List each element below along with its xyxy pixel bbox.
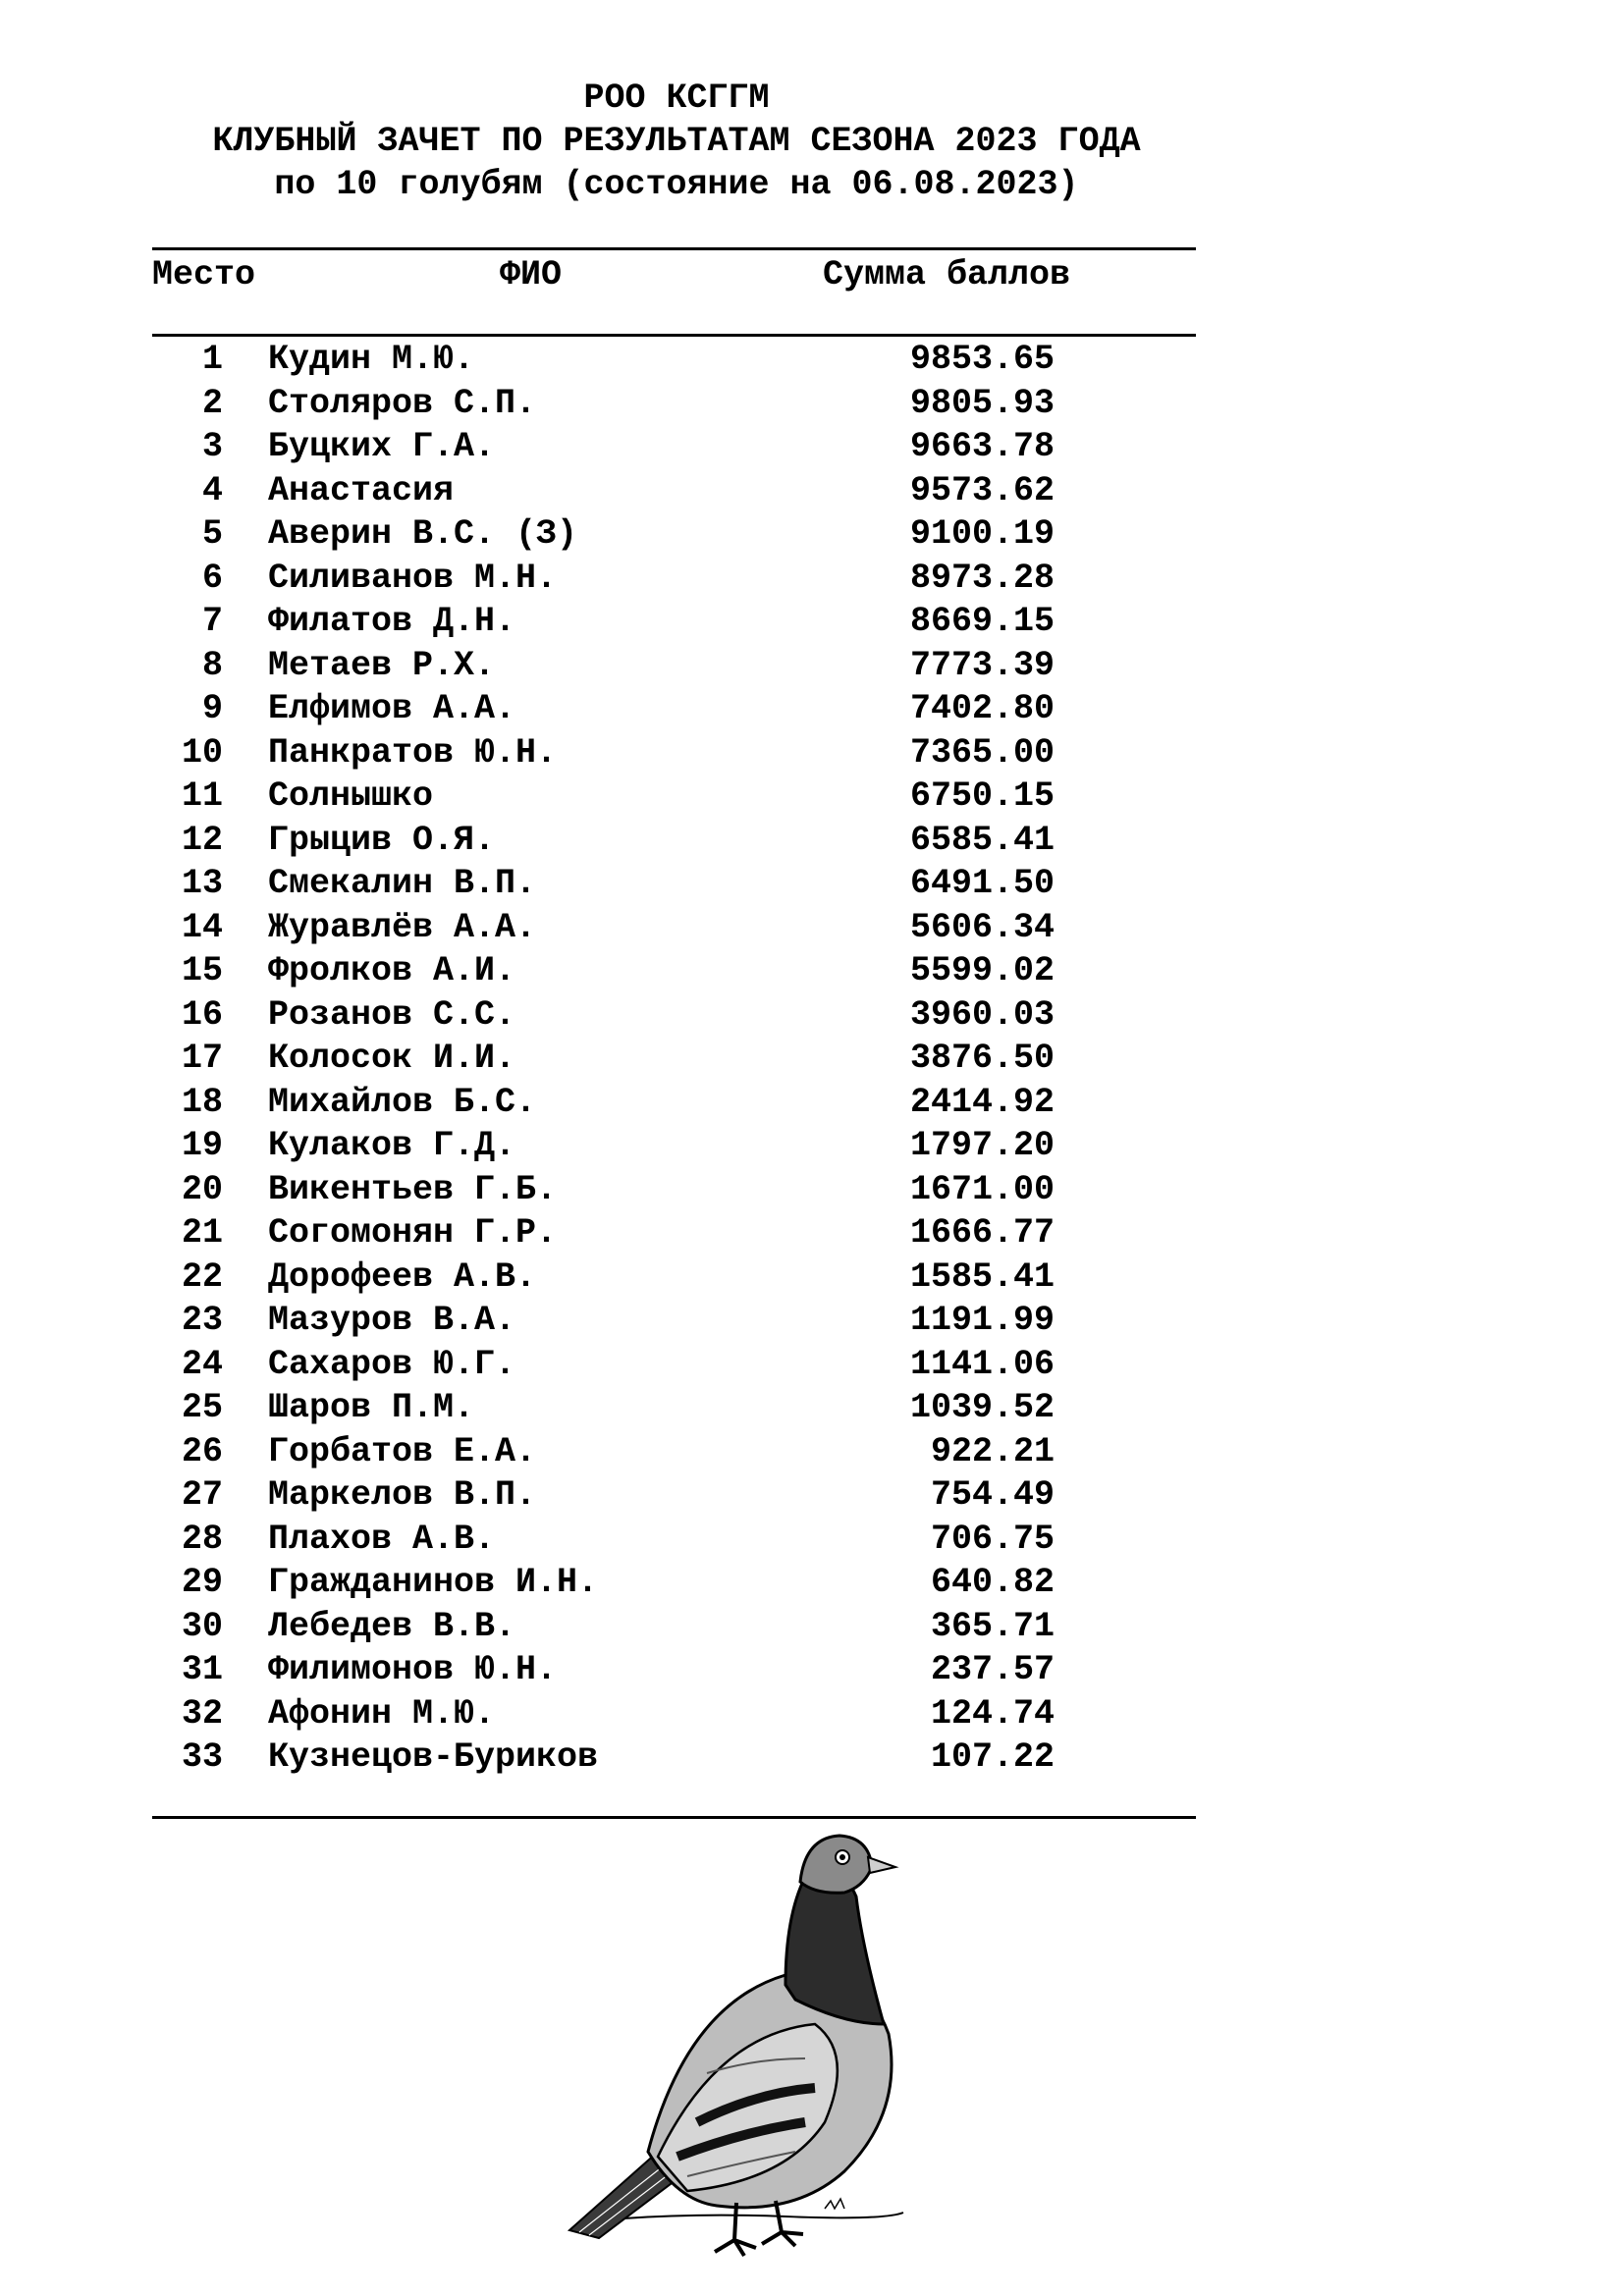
- row-name: Колосок И.И.: [268, 1039, 516, 1078]
- row-place: 24: [181, 1344, 223, 1384]
- row-score: 7402.80: [909, 689, 1055, 728]
- column-header-name: ФИО: [500, 255, 563, 294]
- row-name: Согомонян Г.Р.: [268, 1213, 558, 1253]
- row-score: 7365.00: [909, 732, 1055, 773]
- table-row: [0, 819, 1624, 863]
- row-name: Фролков А.И.: [268, 951, 516, 990]
- table-row: [0, 1386, 1624, 1430]
- row-name: Грыцив О.Я.: [268, 820, 496, 860]
- row-place: 27: [181, 1475, 223, 1515]
- table-row: [0, 1692, 1624, 1736]
- table-row: [0, 469, 1624, 513]
- row-place: 20: [181, 1169, 223, 1209]
- row-place: 4: [201, 470, 223, 510]
- row-score: 1585.41: [909, 1256, 1055, 1297]
- row-place: 10: [181, 732, 223, 773]
- row-score: 365.71: [930, 1606, 1055, 1646]
- table-row: [0, 687, 1624, 731]
- table-row: [0, 1561, 1624, 1605]
- row-name: Силиванов М.Н.: [268, 558, 558, 598]
- row-place: 30: [181, 1606, 223, 1646]
- row-place: 17: [181, 1039, 223, 1078]
- table-row: [0, 1343, 1624, 1387]
- row-score: 3876.50: [909, 1039, 1055, 1078]
- row-name: Кудин М.Ю.: [268, 340, 475, 379]
- document-subtitle: по 10 голубям (состояние на 06.08.2023): [274, 165, 1079, 204]
- row-place: 29: [181, 1563, 223, 1602]
- row-score: 9100.19: [909, 514, 1055, 554]
- row-place: 12: [181, 820, 223, 860]
- row-place: 14: [181, 907, 223, 947]
- row-score: 9853.65: [909, 340, 1055, 379]
- row-place: 33: [181, 1737, 223, 1777]
- row-score: 6585.41: [909, 820, 1055, 860]
- row-name: Метаев Р.Х.: [268, 645, 496, 685]
- row-name: Аверин В.С. (З): [268, 514, 578, 554]
- row-name: Смекалин В.П.: [268, 864, 537, 903]
- row-score: 1141.06: [909, 1344, 1055, 1384]
- row-place: 26: [181, 1431, 223, 1471]
- table-row: [0, 1473, 1624, 1518]
- column-header-place: Место: [152, 255, 256, 294]
- row-name: Плахов А.В.: [268, 1519, 496, 1559]
- row-place: 9: [201, 689, 223, 728]
- row-name: Мазуров В.А.: [268, 1301, 516, 1340]
- row-name: Маркелов В.П.: [268, 1475, 537, 1515]
- row-score: 706.75: [930, 1519, 1055, 1559]
- table-row: [0, 731, 1624, 775]
- table-row: [0, 512, 1624, 557]
- row-name: Журавлёв А.А.: [268, 907, 537, 947]
- table-row: [0, 644, 1624, 688]
- pigeon-icon: [491, 1828, 952, 2279]
- table-row: [0, 425, 1624, 469]
- row-name: Елфимов А.А.: [268, 689, 516, 728]
- row-name: Горбатов Е.А.: [268, 1431, 537, 1471]
- row-score: 9663.78: [909, 427, 1055, 466]
- table-row: [0, 906, 1624, 950]
- row-place: 3: [201, 427, 223, 466]
- organization-title: РОО КСГГМ: [583, 79, 770, 118]
- table-row: [0, 382, 1624, 426]
- table-row: [0, 774, 1624, 819]
- row-name: Филатов Д.Н.: [268, 602, 516, 641]
- table-row: [0, 862, 1624, 906]
- table-row: [0, 1518, 1624, 1562]
- row-score: 922.21: [930, 1431, 1055, 1471]
- row-place: 5: [201, 514, 223, 554]
- row-place: 18: [181, 1082, 223, 1122]
- row-score: 7773.39: [909, 645, 1055, 685]
- table-row: [0, 1605, 1624, 1649]
- row-score: 2414.92: [909, 1082, 1055, 1122]
- row-score: 5606.34: [909, 907, 1055, 947]
- row-score: 9805.93: [909, 383, 1055, 423]
- row-place: 8: [201, 645, 223, 685]
- row-name: Кузнецов-Буриков: [268, 1737, 599, 1777]
- row-name: Сахаров Ю.Г.: [268, 1344, 516, 1384]
- row-place: 15: [181, 951, 223, 990]
- document-title: КЛУБНЫЙ ЗАЧЕТ ПО РЕЗУЛЬТАТАМ СЕЗОНА 2023 ГОДА: [212, 122, 1141, 161]
- row-name: Солнышко: [268, 776, 434, 816]
- row-score: 6491.50: [909, 864, 1055, 903]
- row-score: 124.74: [930, 1693, 1055, 1734]
- row-score: 1191.99: [909, 1301, 1055, 1340]
- row-name: Михайлов Б.С.: [268, 1082, 537, 1122]
- table-row: [0, 1648, 1624, 1692]
- table-row: [0, 338, 1624, 382]
- column-header-score: Сумма баллов: [823, 255, 1071, 294]
- row-name: Шаров П.М.: [268, 1388, 475, 1427]
- row-name: Кулаков Г.Д.: [268, 1126, 516, 1165]
- row-name: Викентьев Г.Б.: [268, 1169, 558, 1209]
- table-bottom-rule: [152, 1816, 1196, 1819]
- table-row: [0, 1255, 1624, 1300]
- row-score: 107.22: [930, 1737, 1055, 1777]
- row-place: 25: [181, 1388, 223, 1427]
- table-row: [0, 1081, 1624, 1125]
- row-name: Лебедев В.В.: [268, 1606, 516, 1646]
- row-score: 1671.00: [909, 1169, 1055, 1209]
- row-score: 1039.52: [909, 1388, 1055, 1427]
- table-row: [0, 600, 1624, 644]
- row-score: 8669.15: [909, 602, 1055, 641]
- table-row: [0, 949, 1624, 993]
- table-top-rule: [152, 247, 1196, 250]
- row-place: 28: [181, 1519, 223, 1559]
- row-name: Афонин М.Ю.: [268, 1693, 496, 1734]
- row-score: 8973.28: [909, 558, 1055, 598]
- table-row: [0, 993, 1624, 1038]
- row-name: Столяров С.П.: [268, 383, 537, 423]
- row-name: Дорофеев А.В.: [268, 1256, 537, 1297]
- row-score: 5599.02: [909, 951, 1055, 990]
- row-score: 6750.15: [909, 776, 1055, 816]
- row-score: 640.82: [930, 1563, 1055, 1602]
- row-name: Панкратов Ю.Н.: [268, 732, 558, 773]
- row-score: 1797.20: [909, 1126, 1055, 1165]
- row-score: 9573.62: [909, 470, 1055, 510]
- row-place: 2: [201, 383, 223, 423]
- row-place: 11: [181, 776, 223, 816]
- table-row: [0, 557, 1624, 601]
- table-row: [0, 1211, 1624, 1255]
- row-name: Анастасия: [268, 470, 455, 510]
- row-place: 31: [181, 1650, 223, 1689]
- row-name: Розанов С.С.: [268, 994, 516, 1035]
- table-header-rule: [152, 334, 1196, 337]
- table-row: [0, 1735, 1624, 1780]
- row-place: 1: [201, 340, 223, 379]
- row-place: 19: [181, 1126, 223, 1165]
- row-score: 3960.03: [909, 994, 1055, 1035]
- row-place: 22: [181, 1256, 223, 1297]
- table-row: [0, 1430, 1624, 1474]
- row-name: Гражданинов И.Н.: [268, 1563, 599, 1602]
- row-place: 6: [201, 558, 223, 598]
- row-place: 23: [181, 1301, 223, 1340]
- table-row: [0, 1299, 1624, 1343]
- row-place: 32: [181, 1693, 223, 1734]
- table-row: [0, 1037, 1624, 1081]
- row-score: 754.49: [930, 1475, 1055, 1515]
- table-row: [0, 1168, 1624, 1212]
- row-score: 237.57: [930, 1650, 1055, 1689]
- row-name: Буцких Г.А.: [268, 427, 496, 466]
- row-place: 16: [181, 994, 223, 1035]
- row-place: 7: [201, 602, 223, 641]
- row-place: 21: [181, 1213, 223, 1253]
- row-name: Филимонов Ю.Н.: [268, 1650, 558, 1689]
- row-score: 1666.77: [909, 1213, 1055, 1253]
- results-table-body: [0, 338, 1624, 1780]
- row-place: 13: [181, 864, 223, 903]
- table-row: [0, 1124, 1624, 1168]
